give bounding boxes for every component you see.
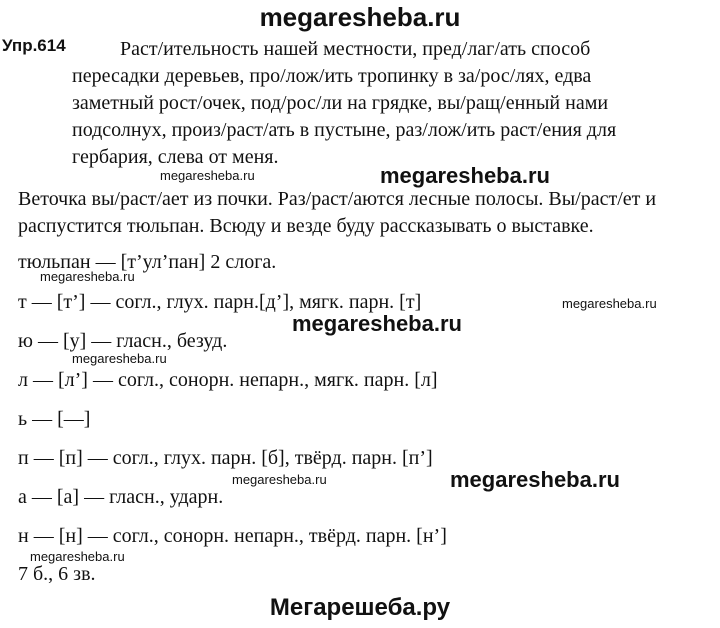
watermark-large: megaresheba.ru: [380, 163, 550, 188]
letter-analysis-row: т — [т’] — согл., глух. парн.[д’], мягк. парн. [т]: [18, 291, 422, 313]
watermark-small: megaresheba.ru: [40, 269, 135, 284]
watermark-small: megaresheba.ru: [72, 351, 167, 366]
exercise-label: Упр.614: [2, 36, 66, 55]
paragraph-line: распустится тюльпан. Всюду и везде буду рассказывать о выставке.: [18, 215, 594, 237]
word-transcription: тюльпан — [т’ул’пан] 2 слога.: [18, 251, 277, 273]
exercise-paragraph-2: [18, 186, 656, 240]
letter-analysis-row: л — [л’] — согл., сонорн. непарн., мягк. парн. [л]: [18, 369, 438, 391]
exercise-paragraph-1: [72, 36, 702, 171]
header-site-title: megaresheba.ru: [259, 2, 461, 32]
paragraph-line: пересадки деревьев, про/лож/ить тропинку в за/рос/лях, едва: [72, 65, 592, 87]
letter-analysis-row: ь — [—]: [18, 408, 91, 430]
paragraph-line: Раст/ительность нашей местности, пред/лаг/ать способ: [120, 38, 591, 60]
watermark-small: megaresheba.ru: [30, 549, 125, 564]
paragraph-line: заметный рост/очек, под/рос/ли на грядке, вы/ращ/енный нами: [72, 92, 609, 114]
paragraph-line: Веточка вы/раст/ает из почки. Раз/раст/аются лесные полосы. Вы/раст/ет и: [18, 188, 657, 210]
watermark-small: megaresheba.ru: [232, 472, 327, 487]
watermark-small: megaresheba.ru: [160, 168, 255, 183]
letter-analysis-row: ю — [у] — гласн., безуд.: [18, 330, 228, 352]
watermark-large: megaresheba.ru: [292, 311, 462, 336]
letter-summary: 7 б., 6 зв.: [18, 563, 96, 585]
letter-analysis-row: п — [п] — согл., глух. парн. [б], твёрд. парн. [п’]: [18, 447, 433, 469]
footer-site-title: Мегарешеба.ру: [269, 594, 451, 621]
letter-analysis-row: н — [н] — согл., сонорн. непарн., твёрд. парн. [н’]: [18, 525, 447, 547]
paragraph-line: подсолнух, произ/раст/ать в пустыне, раз/лож/ить раст/ения для: [72, 119, 617, 141]
paragraph-line: гербария, слева от меня.: [72, 146, 279, 168]
watermark-large: megaresheba.ru: [450, 467, 620, 492]
letter-analysis-row: а — [а] — гласн., ударн.: [18, 486, 224, 508]
watermark-small: megaresheba.ru: [562, 296, 657, 311]
